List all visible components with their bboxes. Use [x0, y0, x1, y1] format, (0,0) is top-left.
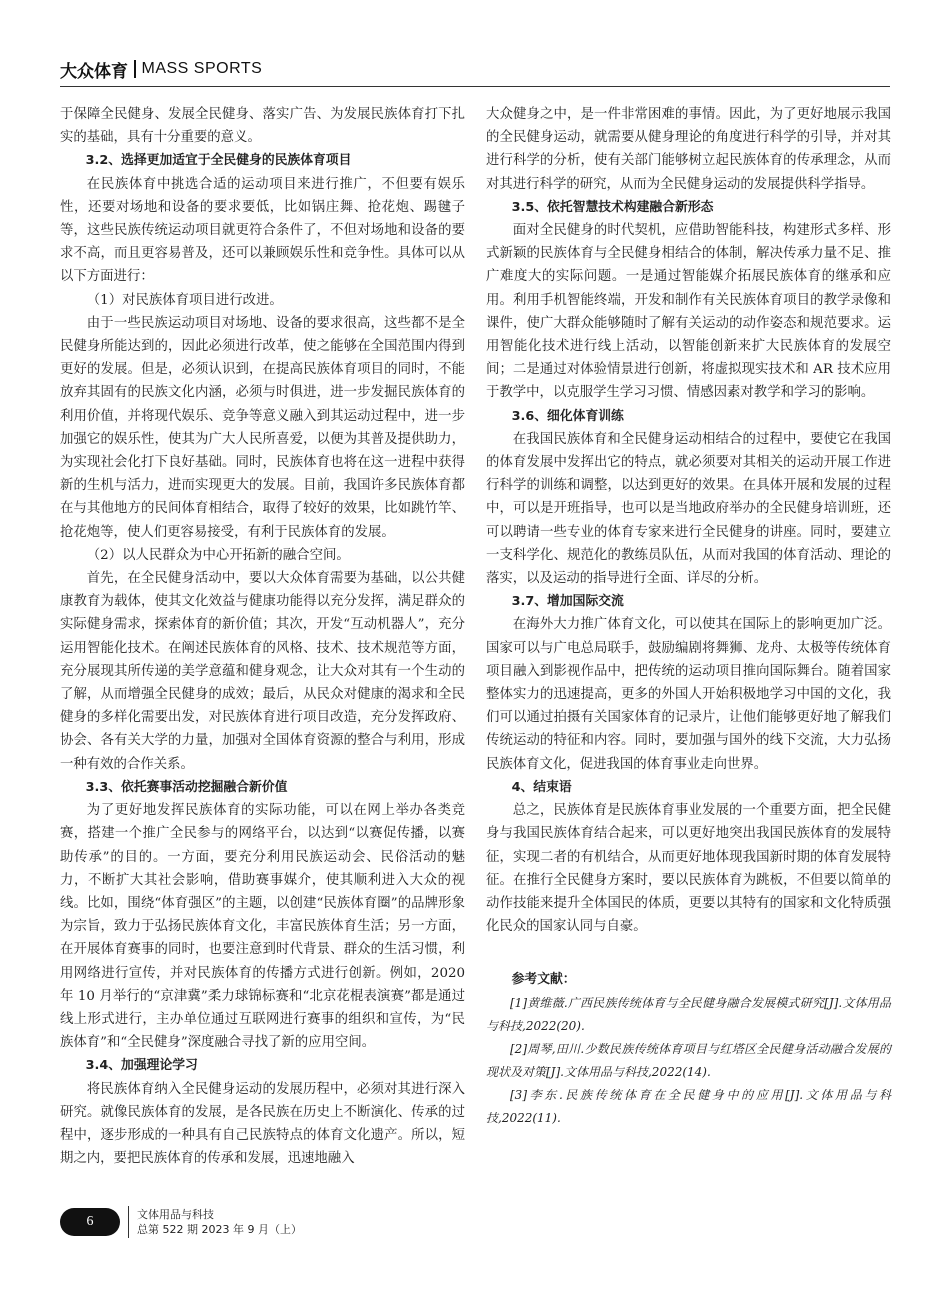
running-header — [60, 56, 262, 82]
section-heading: 3.7、增加国际交流 — [511, 594, 624, 610]
body-paragraph: 在海外大力推广体育文化，可以使其在国际上的影响更加广泛。国家可以与广电总局联手，鼓励编剧将舞狮、龙舟、太极等传统体育项目融入到影视作品中，把传统的运动项目推向国际舞台。随着国家整体实力的迅速提高，更多的外国人开始积极地学习中国的文化，我们可以通过拍摄有关国家体育的记录片，让他们能够更好地了解我们传统运动的特征和内容。同时，要加强与国外的线下交流，大力弘扬民族体育文化，促进我国的体育事业走向世界。 — [486, 617, 891, 772]
section-heading: 3.2、选择更加适宜于全民健身的民族体育项目 — [85, 153, 352, 169]
body-paragraph: 由于一些民族运动项目对场地、设备的要求很高，这些都不是全民健身所能达到的，因此必须进行改革，使之能够在全国范围内得到更好的发展。但是，必须认识到，在提高民族体育项目的同时，不能放弃其固有的民族文化内涵，必须与时俱进，进一步发掘民族体育的利用价值，并将现代娱乐、竞争等意义融入到其运动过程中，进一步加强它的娱乐性，使其为广大人民所喜爱，以便为其普及提供助力，为实现社会化打下良好基础。同时，民族体育也将在这一进程中获得新的生机与活力，进而实现更大的发展。目前，我国许多民族体育都在与其他地方的民间体育相结合，取得了较好的效果，比如跳竹竿、抢花炮等，使人们更容易接受，有利于民族体育的发展。 — [60, 315, 465, 540]
page-footer — [60, 1206, 302, 1238]
section-heading: 3.6、细化体育训练 — [511, 408, 624, 424]
body-paragraph: 将民族体育纳入全民健身运动的发展历程中，必须对其进行深入研究。就像民族体育的发展，是各民族在历史上不断演化、传承的过程中，逐步形成的一种具有自己民族特点的体育文化遗产。所以，短期之内，要把民族体育的传承和发展，迅速地融入 — [60, 1081, 465, 1167]
header-rule — [60, 86, 890, 87]
section-heading: 3.5、依托智慧技术构建融合新形态 — [511, 199, 714, 215]
reference-item: [3]李东.民族传统体育在全民健身中的应用[J].文体用品与科技,2022(11). — [486, 1087, 891, 1125]
body-paragraph: 于保障全民健身、发展全民健身、落实广告、为发展民族体育打下扎实的基础，具有十分重要的意义。 — [60, 107, 465, 146]
body-paragraph: （1）对民族体育项目进行改进。 — [86, 292, 283, 308]
reference-item: [1]黄维薇.广西民族传统体育与全民健身融合发展模式研究[J].文体用品与科技,2022(20). — [486, 995, 891, 1033]
body-paragraph: 在民族体育中挑选合适的运动项目来进行推广，不但要有娱乐性，还要对场地和设备的要求要低，比如锅庄舞、抢花炮、踢毽子等，这些民族传统运动项目就更符合条件了，不但对场地和设备的要求不高，而且更容易普及，还可以兼顾娱乐性和竞争性。具体可以从以下方面进行： — [60, 176, 465, 285]
header-divider — [134, 60, 136, 78]
section-heading: 3.4、加强理论学习 — [85, 1058, 198, 1074]
section-heading: 4、结束语 — [511, 779, 572, 795]
references-title: 参考文献： — [511, 972, 576, 988]
reference-item: [2]周琴,田川.少数民族传统体育项目与红塔区全民健身活动融合发展的现状及对策[J].文体用品与科技,2022(14). — [486, 1041, 891, 1079]
body-paragraph: 在我国民族体育和全民健身运动相结合的过程中，要使它在我国的体育发展中发挥出它的特点，就必须要对其相关的运动开展工作进行科学的训练和调整，以达到更好的效果。在具体开展和发展的过程中，可以是开班指导，也可以是当地政府举办的全民健身培训班，还可以聘请一些专业的体育专家来进行全民健身的讲座。同时，要建立一支科学化、规范化的教练员队伍，从而对我国的体育活动、理论的落实，以及运动的指导进行全面、详尽的分析。 — [486, 431, 891, 587]
body-paragraph: 为了更好地发挥民族体育的实际功能，可以在网上举办各类竞赛，搭建一个推广全民参与的网络平台，以达到“以赛促传播，以赛助传承”的目的。一方面，要充分利用民族运动会、民俗活动的魅力，不断扩大其社会影响，借助赛事媒介，使其顺利进入大众的视线。比如，围绕“体育强区”的主题，以创建“民族体育圈”的品牌形象为宗旨，致力于弘扬民族体育文化，丰富民族体育生活；另一方面，在开展体育赛事的同时，也要注意到时代背景、群众的生活习惯，利用网络进行宣传，并对民族体育的传播方式进行创新。例如，2020 年 10 月举行的“京津冀”柔力球锦标赛和“北京花棍表演赛”都是通过线上形式进行，主办单位通过互联网进行赛事的组织和宣传，为“民族体育”和“全民健身”深度融合寻找了新的应用空间。 — [60, 803, 465, 1051]
body-paragraph: 大众健身之中，是一件非常困难的事情。因此，为了更好地展示我国的全民健身运动，就需要从健身理论的角度进行科学的引导，并对其进行科学的分析，使有关部门能够树立起民族体育的传承理念，从而对其进行科学的研究，从而为全民健身运动的发展提供科学指导。 — [486, 107, 891, 192]
section-heading: 3.3、依托赛事活动挖掘融合新价值 — [85, 779, 288, 795]
footer-meta — [137, 1207, 302, 1237]
footer-divider — [128, 1206, 129, 1238]
header-title-en: MASS SPORTS — [141, 60, 263, 77]
left-column — [60, 103, 465, 1170]
footer-journal: 文体用品与科技 — [137, 1208, 214, 1221]
body-paragraph: 面对全民健身的时代契机，应借助智能科技，构建形式多样、形式新颖的民族体育与全民健身相结合的体制，解决传承力量不足、推广难度大的实际问题。一是通过智能媒介拓展民族体育的继承和应用。利用手机智能终端，开发和制作有关民族体育项目的教学录像和课件，使广大群众能够随时了解有关运动的动作姿态和规范要求。运用智能化技术进行线上活动，以智能创新来扩大民族体育的发展空间；二是通过对体验情景进行创新，将虚拟现实技术和 AR 技术应用于教学中，以克服学生学习习惯、情感因素对教学和学习的影响。 — [486, 223, 891, 401]
body-paragraph: 首先，在全民健身活动中，要以大众体育需要为基础，以公共健康教育为载体，使其文化效益与健康功能得以充分发挥，满足群众的实际健身需求，探索体育的新价值；其次，开发“互动机器人”，充分运用智能化技术。在阐述民族体育的风格、技术、技术规范等方面，充分展现其所传递的美学意蕴和健身观念，让大众对其有一个生动的了解，从而增强全民健身的成效；最后，从民众对健康的渴求和全民健身的多样化需要出发，对民族体育进行项目改造，充分发挥政府、协会、各有关大学的力量，加强对全国体育资源的整合与利用，形成一种有效的合作关系。 — [60, 571, 465, 772]
body-paragraph: （2）以人民群众为中心开拓新的融合空间。 — [86, 547, 350, 563]
body-paragraph: 总之，民族体育是民族体育事业发展的一个重要方面，把全民健身与我国民族体育结合起来，可以更好地突出我国民族体育的发展特征，实现二者的有机结合，从而更好地体现我国新时期的体育发展特征。在推行全民健身方案时，要以民族体育为跳板，不但要以简单的动作技能来提升全体国民的体质，更要以其特有的国家和文化特质强化民众的国家认同与自豪。 — [486, 803, 891, 935]
header-title-cn: 大众体育 — [60, 61, 128, 82]
right-column — [486, 103, 891, 1130]
page-number: 6 — [60, 1208, 120, 1236]
footer-issue: 总第 522 期 2023 年 9 月（上） — [137, 1223, 302, 1236]
